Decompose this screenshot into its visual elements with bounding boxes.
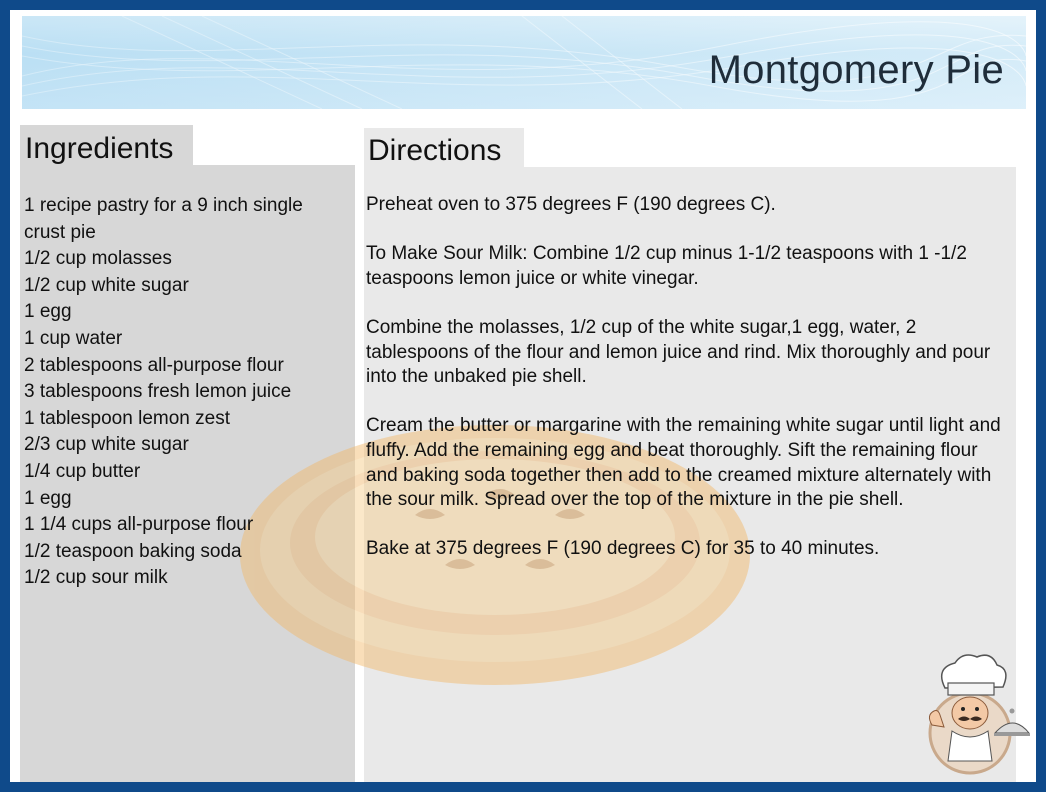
- ingredient-item: 1/2 cup molasses: [24, 248, 172, 270]
- chef-icon: [910, 653, 1035, 778]
- ingredient-item: 1 cup water: [24, 327, 123, 349]
- ingredient-item: 2/3 cup white sugar: [24, 434, 189, 456]
- ingredients-list: [24, 193, 349, 592]
- ingredient-item: 2 tablespoons all-purpose flour: [24, 354, 284, 376]
- recipe-card: [10, 10, 1036, 782]
- directions-heading: Directions: [368, 134, 502, 167]
- ingredient-item: 1 egg: [24, 487, 72, 509]
- direction-step: To Make Sour Milk: Combine 1/2 cup minus 1-1/2 teaspoons with 1 -1/2 teaspoons lemon juice or white vinegar.: [366, 243, 967, 289]
- ingredient-item: 1 recipe pastry for a 9 inch single crust pie: [24, 195, 303, 243]
- ingredient-item: 1/4 cup butter: [24, 460, 141, 482]
- directions-body: [366, 193, 1012, 587]
- ingredients-heading: Ingredients: [25, 132, 174, 165]
- ingredient-item: 1/2 cup sour milk: [24, 567, 168, 589]
- ingredient-item: 1/2 cup white sugar: [24, 274, 189, 296]
- ingredient-item: 1/2 teaspoon baking soda: [24, 540, 242, 562]
- direction-step: Combine the molasses, 1/2 cup of the white sugar,1 egg, water, 2 tablespoons of the flour and lemon juice and rind. Mix thoroughly and pour into the unbaked pie shell.: [366, 316, 991, 388]
- direction-step: Preheat oven to 375 degrees F (190 degrees C).: [366, 194, 776, 215]
- ingredient-item: 1 egg: [24, 301, 72, 323]
- page-title: Montgomery Pie: [708, 48, 1004, 92]
- title-banner: [22, 16, 1026, 109]
- ingredient-item: 1 tablespoon lemon zest: [24, 407, 230, 429]
- ingredient-item: 3 tablespoons fresh lemon juice: [24, 381, 292, 403]
- ingredient-item: 1 1/4 cups all-purpose flour: [24, 514, 254, 536]
- direction-step: Cream the butter or margarine with the remaining white sugar until light and fluffy. Add the remaining egg and beat thoroughly. Sift the remaining flour and baking soda together then add to the creamed mixture alternately with the sour milk. Spread over the top of the mixture in the pie shell.: [366, 415, 1001, 511]
- direction-step: Bake at 375 degrees F (190 degrees C) for 35 to 40 minutes.: [366, 538, 880, 560]
